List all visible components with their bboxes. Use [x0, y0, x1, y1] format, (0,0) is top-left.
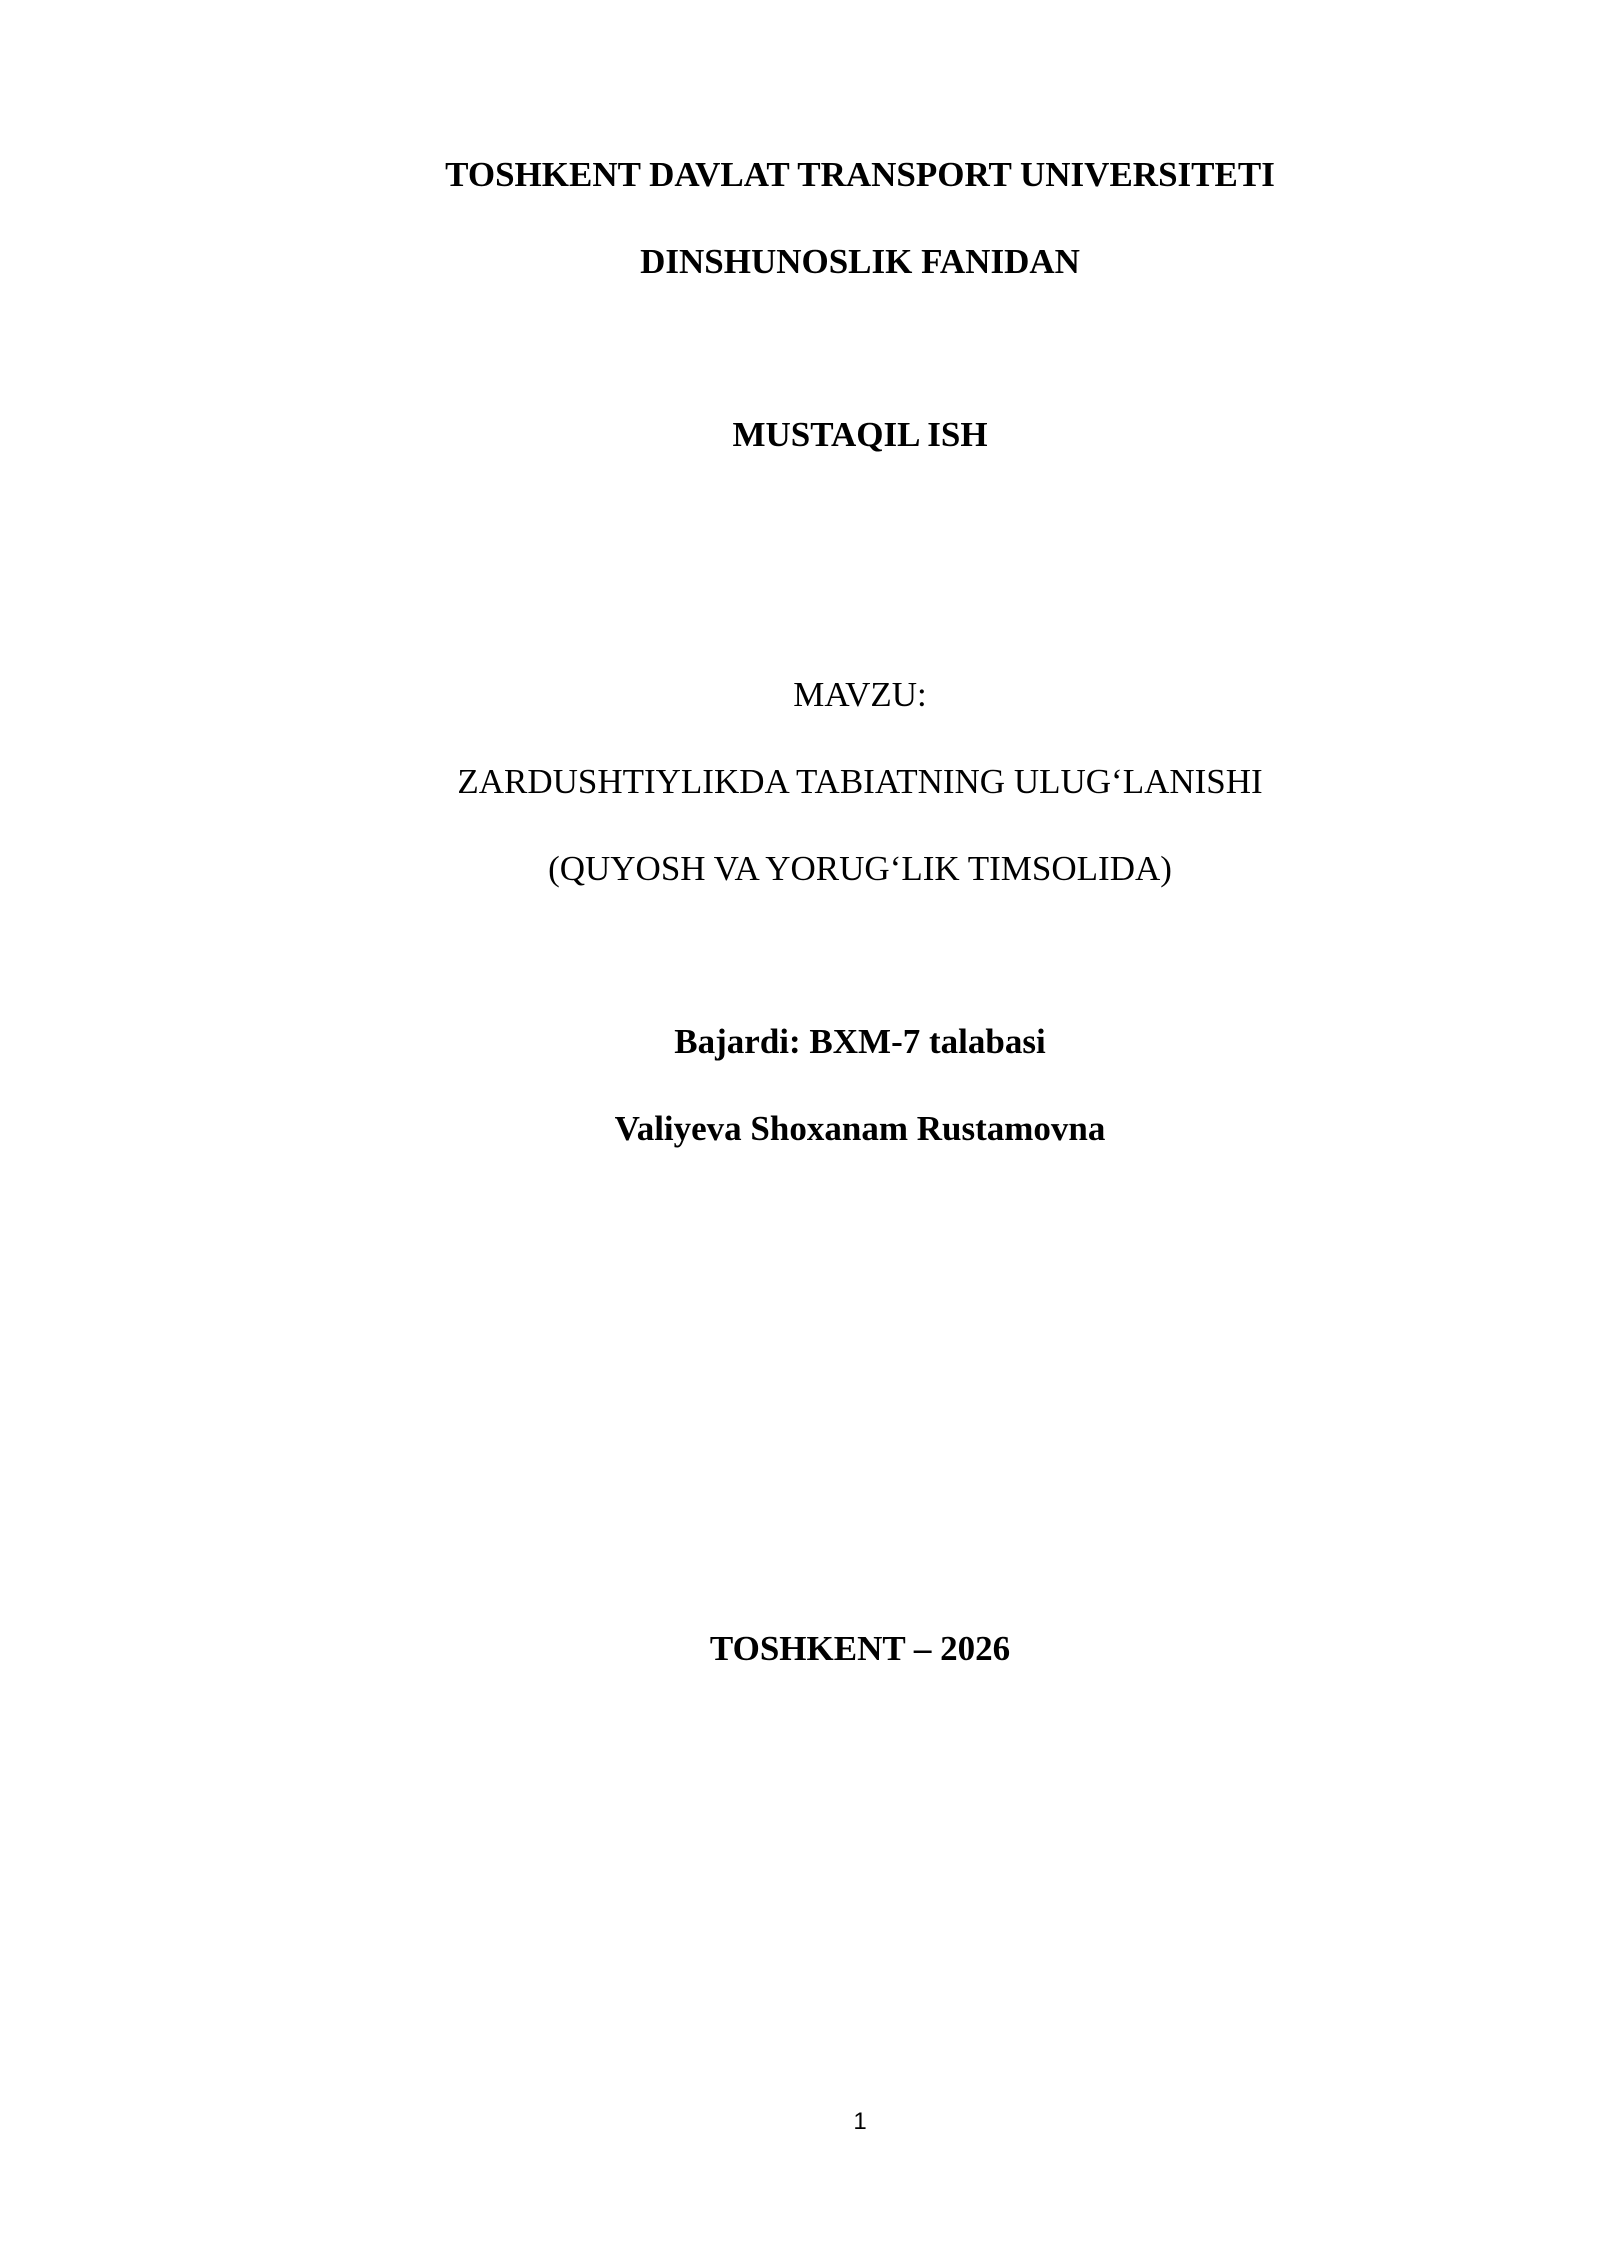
work-type-title: MUSTAQIL ISH — [732, 415, 988, 454]
city-year: TOSHKENT – 2026 — [709, 1629, 1011, 1668]
page-number: 1 — [853, 2108, 867, 2135]
topic-line-1: ZARDUSHTIYLIKDA TABIATNING ULUG‘LANISHI — [457, 762, 1263, 801]
university-name: TOSHKENT DAVLAT TRANSPORT UNIVERSITETI — [445, 155, 1275, 194]
topic-line-2: (QUYOSH VA YORUG‘LIK TIMSOLIDA) — [548, 849, 1172, 888]
author-name: Valiyeva Shoxanam Rustamovna — [614, 1109, 1106, 1148]
author-label: Bajardi: BXM-7 talabasi — [674, 1022, 1046, 1061]
topic-label: MAVZU: — [793, 675, 927, 714]
subject-title: DINSHUNOSLIK FANIDAN — [640, 242, 1080, 281]
